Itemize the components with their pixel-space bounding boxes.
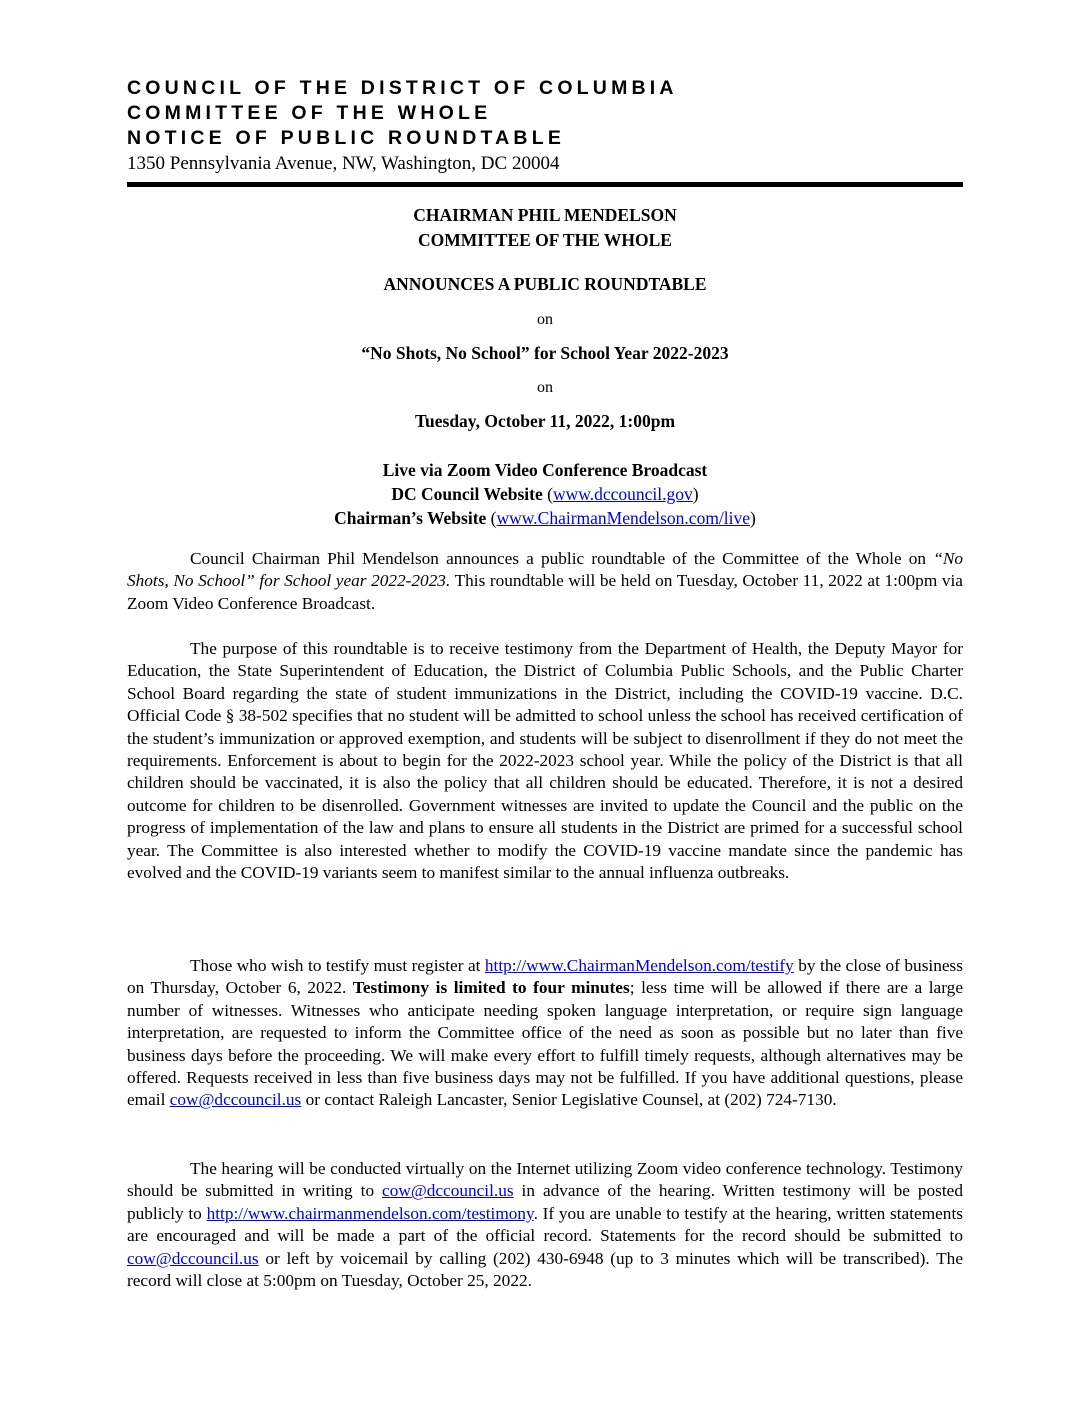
testify-link[interactable]: http://www.ChairmanMendelson.com/testify	[484, 956, 794, 975]
chairman-website-link[interactable]: www.ChairmanMendelson.com/live	[496, 508, 751, 528]
broadcast-info	[127, 458, 963, 530]
announces-heading: ANNOUNCES A PUBLIC ROUNDTABLE	[383, 274, 707, 294]
chairman-name: CHAIRMAN PHIL MENDELSON	[413, 205, 677, 225]
chairman-website-label: Chairman’s Website	[334, 508, 487, 528]
committee-name: COMMITTEE OF THE WHOLE	[418, 230, 672, 250]
live-heading: Live via Zoom Video Conference Broadcast	[382, 460, 708, 480]
paragraph-purpose: The purpose of this roundtable is to receive testimony from the Department of Health, the Deputy Mayor for Education, the State Superintendent of Education, the District of Columbia Public Schools, and the Public Charter School Board regarding the state of student immunizations in the District, including the COVID-19 vaccine. D.C. Official Code § 38-502 specifies that no student will be admitted to school unless the school has received certification of the student’s immunization or approved exemption, and students will be subject to disenrollment if they do not meet the requirements. Enforcement is about to begin for the 2022-2023 school year. While the policy of the District is that all children should be vaccinated, it is also the policy that all children should be educated. Therefore, it is not a desired outcome for children to be disenrolled. Government witnesses are invited to update the Council and the public on the progress of implementation of the law and plans to ensure all students in the District are primed for a successful school year. The Committee is also interested whether to modify the COVID-19 vaccine mandate since the pandemic has evolved and the COVID-19 variants seem to manifest similar to the annual influenza outbreaks.	[127, 639, 963, 883]
email-link[interactable]: cow@dccouncil.us	[169, 1090, 302, 1110]
dc-website-line: DC Council Website (www.dccouncil.gov)	[391, 484, 699, 504]
committee-title: COMMITTEE OF THE WHOLE	[127, 102, 492, 124]
dc-website-link[interactable]: www.dccouncil.gov	[552, 484, 693, 504]
chairman-heading	[127, 203, 963, 253]
testimony-link[interactable]: http://www.chairmanmendelson.com/testimony	[206, 1203, 534, 1223]
address: 1350 Pennsylvania Avenue, NW, Washington, DC 20004	[127, 153, 560, 174]
header-rule	[127, 182, 963, 187]
paragraph-announcement: Council Chairman Phil Mendelson announces a public roundtable of the Committee of the Whole on “No Shots, No School” for School year 2022-2023. This roundtable will be held on Tuesday, October 11, 2022 at 1:00pm via Zoom Video Conference Broadcast.	[127, 549, 963, 613]
email-link[interactable]: cow@dccouncil.us	[127, 1248, 259, 1268]
chairman-website-line: Chairman’s Website (www.ChairmanMendelson.com/live)	[334, 508, 756, 528]
time-limit-bold: Testimony is limited to four minutes	[352, 978, 630, 998]
paragraph-testify: Those who wish to testify must register at http://www.ChairmanMendelson.com/testify by the close of business on Thursday, October 6, 2022. Testimony is limited to four minutes; less time will be allowed if there are a large number of witnesses. Witnesses who anticipate needing spoken language interpretation, or require sign language interpretation, are requested to inform the Committee office of the need as soon as possible but no later than five business days before the proceeding. We will make every effort to fulfill timely requests, although alternatives may be offered. Requests received in less than five business days may not be fulfilled. If you have additional questions, please email cow@dccouncil.us or contact Raleigh Lancaster, Senior Legislative Counsel, at (202) 724-7130.	[127, 956, 963, 1110]
email-link[interactable]: cow@dccouncil.us	[382, 1181, 514, 1201]
on-text-2: on	[537, 379, 553, 396]
dc-website-label: DC Council Website	[391, 484, 543, 504]
on-text-1: on	[537, 311, 553, 328]
paragraph-hearing: The hearing will be conducted virtually on the Internet utilizing Zoom video conference technology. Testimony should be submitted in writing to cow@dccouncil.us in advance of the hearing. Written testimony will be posted publicly to http://www.chairmanmendelson.com/testimony. If you are unable to testify at the hearing, written statements are encouraged and will be made a part of the official record. Statements for the record should be submitted to cow@dccouncil.us or left by voicemail by calling (202) 430-6948 (up to 3 minutes which will be transcribed). The record will close at 5:00pm on Tuesday, October 25, 2022.	[127, 1159, 963, 1291]
notice-title: NOTICE OF PUBLIC ROUNDTABLE	[127, 127, 566, 149]
date-heading: Tuesday, October 11, 2022, 1:00pm	[414, 411, 676, 431]
council-title: COUNCIL OF THE DISTRICT OF COLUMBIA	[127, 77, 678, 99]
roundtable-title-italic: “No Shots, No School” for School year 2022-2023.	[127, 549, 963, 591]
letterhead	[127, 76, 967, 176]
topic-heading: “No Shots, No School” for School Year 2022-2023	[361, 343, 729, 363]
